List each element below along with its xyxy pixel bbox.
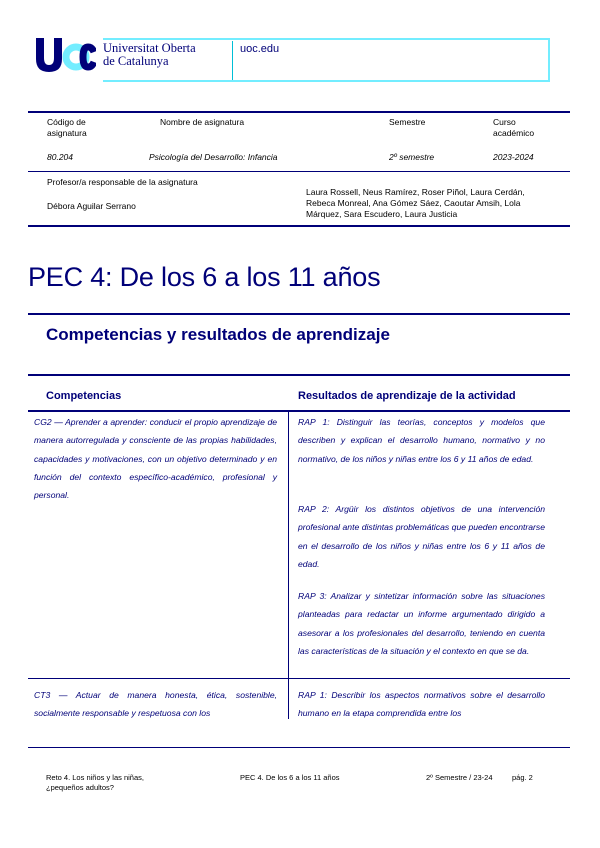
value-semestre: 2º semestre [389,152,435,162]
footer-page-number: pág. 2 [512,773,533,782]
competencia-cg2: CG2 — Aprender a aprender: conducir el propio aprendizaje de manera autorregulada y consciente de las propias habilidades, capacidades y motivaciones, con un objetivo determinado y en función del contexto específico-académico, profesional y personal. [34,417,277,501]
resultado-rap1b: RAP 1: Describir los aspectos normativos sobre el desarrollo humano en la etapa comprendida entre los [298,690,545,719]
footer-pec: PEC 4. De los 6 a los 11 años [240,773,340,782]
label-profesor: Profesor/a responsable de la asignatura [47,177,198,187]
label-nombre: Nombre de asignatura [160,117,245,127]
value-colaboradores: Laura Rossell, Neus Ramírez, Roser Piñol, Laura Cerdán, Rebeca Monreal, Ana Gómez Sáez, Caoutar Amsih, Lola Márquez, Sara Escudero, Laura Justicia [306,187,525,219]
university-site: uoc.edu [240,43,280,55]
footer-rule [28,747,570,748]
table-row-rule [28,678,570,679]
label-codigo: Código de asignatura [47,117,87,138]
table-header-rule [28,410,570,412]
table-top-rule [28,374,570,376]
footer-semester: 2º Semestre / 23-24 [426,773,493,782]
info-mid-rule [28,171,570,172]
label-semestre: Semestre [389,117,426,127]
value-profesor: Débora Aguilar Serrano [47,201,136,211]
footer-reto: Reto 4. Los niños y las niñas, ¿pequeños adultos? [46,773,144,792]
page-title: PEC 4: De los 6 a los 11 años [28,262,381,292]
resultado-rap3: RAP 3: Analizar y sintetizar información sobre las situaciones planteadas para redactar un informe argumentado dirigido a asesorar a los profesionales del desarrollo, teniendo en cuenta las características de la situación y el contexto en que se da. [298,591,545,656]
competencia-ct3: CT3 — Actuar de manera honesta, ética, sostenible, socialmente responsable y respetuosa con los [34,690,277,719]
info-bottom-rule [28,225,570,227]
uoc-logo [34,38,96,78]
header-divider [232,41,233,81]
header-bottom-line [103,80,550,82]
info-top-rule [28,111,570,113]
resultado-rap1: RAP 1: Distinguir las teorías, conceptos y modelos que describen y explican el desarrollo humano, normativo y no normativo, de los niños y niñas entre los 6 y 11 años de edad. [298,417,545,464]
column-divider-2 [288,679,289,719]
university-name: Universitat Oberta de Catalunya [103,41,196,68]
col-header-competencias: Competencias [46,390,122,402]
value-codigo: 80.204 [47,152,73,162]
value-nombre: Psicología del Desarrollo: Infancia [149,152,278,162]
value-curso: 2023-2024 [493,152,534,162]
section-title: Competencias y resultados de aprendizaje [46,325,390,344]
label-curso: Curso académico [493,117,535,138]
resultado-rap2: RAP 2: Argüir los distintos objetivos de una intervención profesional ante distintas problemáticas que pueden encontrarse en el desarrollo de los niños y niñas entre los 6 y 11 años de edad. [298,504,545,569]
section-top-rule [28,313,570,315]
header-top-line [103,38,550,40]
col-header-resultados: Resultados de aprendizaje de la actividad [298,390,516,402]
column-divider [288,410,289,678]
header-right-line [548,38,550,82]
